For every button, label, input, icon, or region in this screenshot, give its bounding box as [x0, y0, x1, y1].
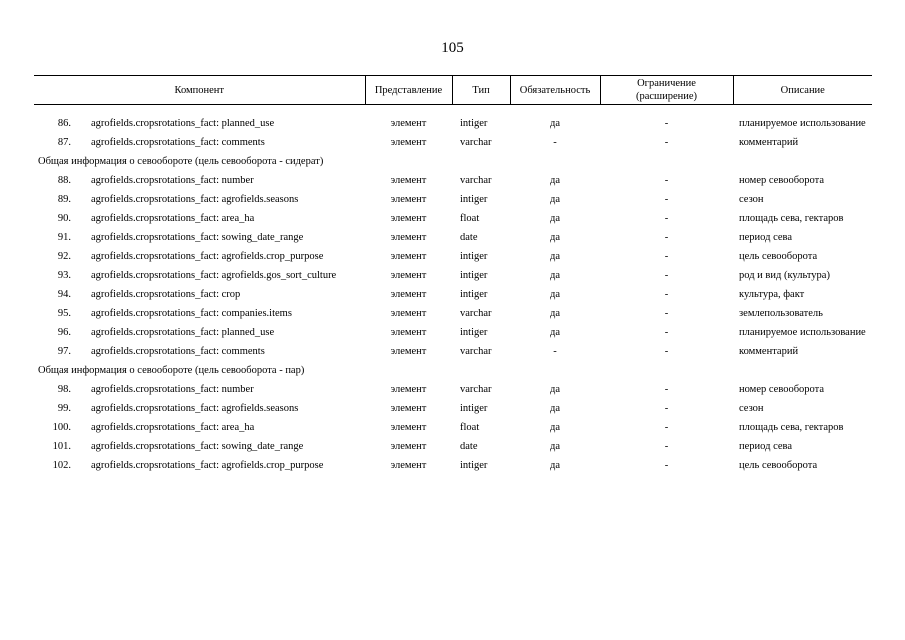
row-obligatory: да: [550, 251, 561, 262]
row-type: varchar: [460, 308, 492, 319]
row-representation: элемент: [390, 346, 427, 357]
row-representation: элемент: [390, 460, 427, 471]
row-representation: элемент: [390, 441, 427, 452]
row-obligatory: да: [550, 441, 561, 452]
row-representation: элемент: [390, 422, 427, 433]
row-type: intiger: [460, 460, 488, 471]
row-obligatory: да: [550, 232, 561, 243]
table-row: [34, 266, 872, 285]
row-number: 92.: [57, 251, 71, 262]
table-row: [34, 418, 872, 437]
row-representation: элемент: [390, 194, 427, 205]
row-description: род и вид (культура): [739, 270, 830, 281]
row-type: intiger: [460, 289, 488, 300]
table-row: [34, 285, 872, 304]
row-component: agrofields.cropsrotations_fact: agrofields.seasons: [91, 403, 299, 414]
row-type: float: [460, 213, 480, 224]
section-heading-row: [34, 361, 872, 380]
row-representation: элемент: [390, 384, 427, 395]
table-row: [34, 380, 872, 399]
row-obligatory: да: [550, 384, 561, 395]
row-representation: элемент: [390, 327, 427, 338]
row-obligatory: да: [550, 175, 561, 186]
row-type: varchar: [460, 384, 492, 395]
row-representation: элемент: [390, 251, 427, 262]
row-description: планируемое использование: [739, 327, 866, 338]
header-component: Компонент: [34, 76, 365, 105]
row-representation: элемент: [390, 118, 427, 129]
table-row: [34, 133, 872, 152]
row-type: varchar: [460, 175, 492, 186]
row-component: agrofields.cropsrotations_fact: agrofields.crop_purpose: [91, 460, 324, 471]
row-type: intiger: [460, 194, 488, 205]
row-component: agrofields.cropsrotations_fact: agrofields.seasons: [91, 194, 299, 205]
row-obligatory: да: [550, 327, 561, 338]
page-number: 105: [441, 40, 464, 56]
table-body: [34, 105, 872, 476]
row-restriction: -: [664, 308, 669, 319]
table-row: [34, 304, 872, 323]
row-obligatory: да: [550, 460, 561, 471]
table-row: [34, 228, 872, 247]
row-number: 94.: [57, 289, 71, 300]
row-type: intiger: [460, 270, 488, 281]
row-type: intiger: [460, 327, 488, 338]
row-restriction: -: [664, 194, 669, 205]
row-restriction: -: [664, 346, 669, 357]
table-row: [34, 209, 872, 228]
header-restriction: [600, 76, 733, 105]
row-restriction: -: [664, 441, 669, 452]
row-obligatory: -: [553, 137, 557, 148]
row-obligatory: да: [550, 213, 561, 224]
spacer-row: [34, 105, 872, 115]
row-component: agrofields.cropsrotations_fact: agrofields.crop_purpose: [91, 251, 324, 262]
row-component: agrofields.cropsrotations_fact: comments: [91, 137, 265, 148]
row-description: культура, факт: [739, 289, 805, 300]
row-number: 99.: [57, 403, 71, 414]
table-row: [34, 456, 872, 475]
row-obligatory: да: [550, 270, 561, 281]
row-component: agrofields.cropsrotations_fact: crop: [91, 289, 241, 300]
header-obligatory: Обязательность: [510, 76, 600, 105]
row-description: комментарий: [739, 137, 799, 148]
table-row: [34, 190, 872, 209]
row-component: agrofields.cropsrotations_fact: agrofields.gos_sort_culture: [91, 270, 337, 281]
row-restriction: -: [664, 384, 669, 395]
row-representation: элемент: [390, 308, 427, 319]
row-description: планируемое использование: [739, 118, 866, 129]
row-number: 88.: [57, 175, 71, 186]
row-description: площадь сева, гектаров: [739, 213, 844, 224]
row-representation: элемент: [390, 213, 427, 224]
row-component: agrofields.cropsrotations_fact: area_ha: [91, 422, 255, 433]
row-description: сезон: [739, 194, 764, 205]
row-obligatory: да: [550, 403, 561, 414]
row-type: date: [460, 441, 478, 452]
header-description: Описание: [733, 76, 872, 105]
row-restriction: -: [664, 251, 669, 262]
table-row: [34, 323, 872, 342]
row-component: agrofields.cropsrotations_fact: planned_use: [91, 327, 275, 338]
row-restriction: -: [664, 327, 669, 338]
row-description: период сева: [739, 232, 793, 243]
row-number: 87.: [57, 137, 71, 148]
table-row: [34, 437, 872, 456]
row-component: agrofields.cropsrotations_fact: companies.items: [91, 308, 292, 319]
row-type: intiger: [460, 403, 488, 414]
row-representation: элемент: [390, 137, 427, 148]
table-row: [34, 247, 872, 266]
row-description: номер севооборота: [739, 175, 825, 186]
row-component: agrofields.cropsrotations_fact: number: [91, 384, 254, 395]
row-number: 91.: [57, 232, 71, 243]
spec-table: [34, 75, 872, 475]
row-component: agrofields.cropsrotations_fact: number: [91, 175, 254, 186]
row-restriction: -: [664, 403, 669, 414]
section-heading: Общая информация о севообороте (цель севооборота - сидерат): [38, 156, 324, 167]
row-description: комментарий: [739, 346, 799, 357]
row-description: цель севооборота: [739, 460, 818, 471]
row-number: 90.: [57, 213, 71, 224]
row-component: agrofields.cropsrotations_fact: sowing_date_range: [91, 232, 304, 243]
row-description: площадь сева, гектаров: [739, 422, 844, 433]
row-restriction: -: [664, 213, 669, 224]
row-type: varchar: [460, 346, 492, 357]
header-type: Тип: [452, 76, 510, 105]
row-type: intiger: [460, 251, 488, 262]
row-number: 100.: [52, 422, 71, 433]
row-number: 101.: [52, 441, 71, 452]
section-heading: Общая информация о севообороте (цель севооборота - пар): [38, 365, 305, 376]
row-component: agrofields.cropsrotations_fact: planned_use: [91, 118, 275, 129]
row-restriction: -: [664, 289, 669, 300]
row-obligatory: да: [550, 289, 561, 300]
table-row: [34, 342, 872, 361]
row-obligatory: да: [550, 118, 561, 129]
row-number: 93.: [57, 270, 71, 281]
row-number: 96.: [57, 327, 71, 338]
row-description: сезон: [739, 403, 764, 414]
row-representation: элемент: [390, 403, 427, 414]
row-description: цель севооборота: [739, 251, 818, 262]
row-type: intiger: [460, 118, 488, 129]
table-header-row: [34, 76, 872, 105]
row-representation: элемент: [390, 175, 427, 186]
row-description: период сева: [739, 441, 793, 452]
row-restriction: -: [664, 422, 669, 433]
table-row: [34, 114, 872, 133]
row-obligatory: да: [550, 194, 561, 205]
table-row: [34, 399, 872, 418]
row-component: agrofields.cropsrotations_fact: area_ha: [91, 213, 255, 224]
row-number: 86.: [57, 118, 71, 129]
row-representation: элемент: [390, 270, 427, 281]
header-representation: Представление: [365, 76, 452, 105]
row-restriction: -: [664, 175, 669, 186]
row-representation: элемент: [390, 289, 427, 300]
row-number: 97.: [57, 346, 71, 357]
row-number: 98.: [57, 384, 71, 395]
row-number: 102.: [52, 460, 71, 471]
header-restriction-line1: Ограничение: [637, 78, 696, 89]
row-restriction: -: [664, 232, 669, 243]
table-row: [34, 171, 872, 190]
row-type: float: [460, 422, 480, 433]
row-restriction: -: [664, 270, 669, 281]
row-restriction: -: [664, 118, 669, 129]
row-obligatory: да: [550, 422, 561, 433]
row-type: varchar: [460, 137, 492, 148]
row-component: agrofields.cropsrotations_fact: comments: [91, 346, 265, 357]
section-heading-row: [34, 152, 872, 171]
header-restriction-line2: (расширение): [635, 91, 698, 102]
row-restriction: -: [664, 460, 669, 471]
row-component: agrofields.cropsrotations_fact: sowing_date_range: [91, 441, 304, 452]
row-description: номер севооборота: [739, 384, 825, 395]
row-type: date: [460, 232, 478, 243]
row-obligatory: -: [553, 346, 557, 357]
row-restriction: -: [664, 137, 669, 148]
row-obligatory: да: [550, 308, 561, 319]
row-number: 95.: [57, 308, 71, 319]
row-number: 89.: [57, 194, 71, 205]
row-description: землепользователь: [739, 308, 823, 319]
row-representation: элемент: [390, 232, 427, 243]
